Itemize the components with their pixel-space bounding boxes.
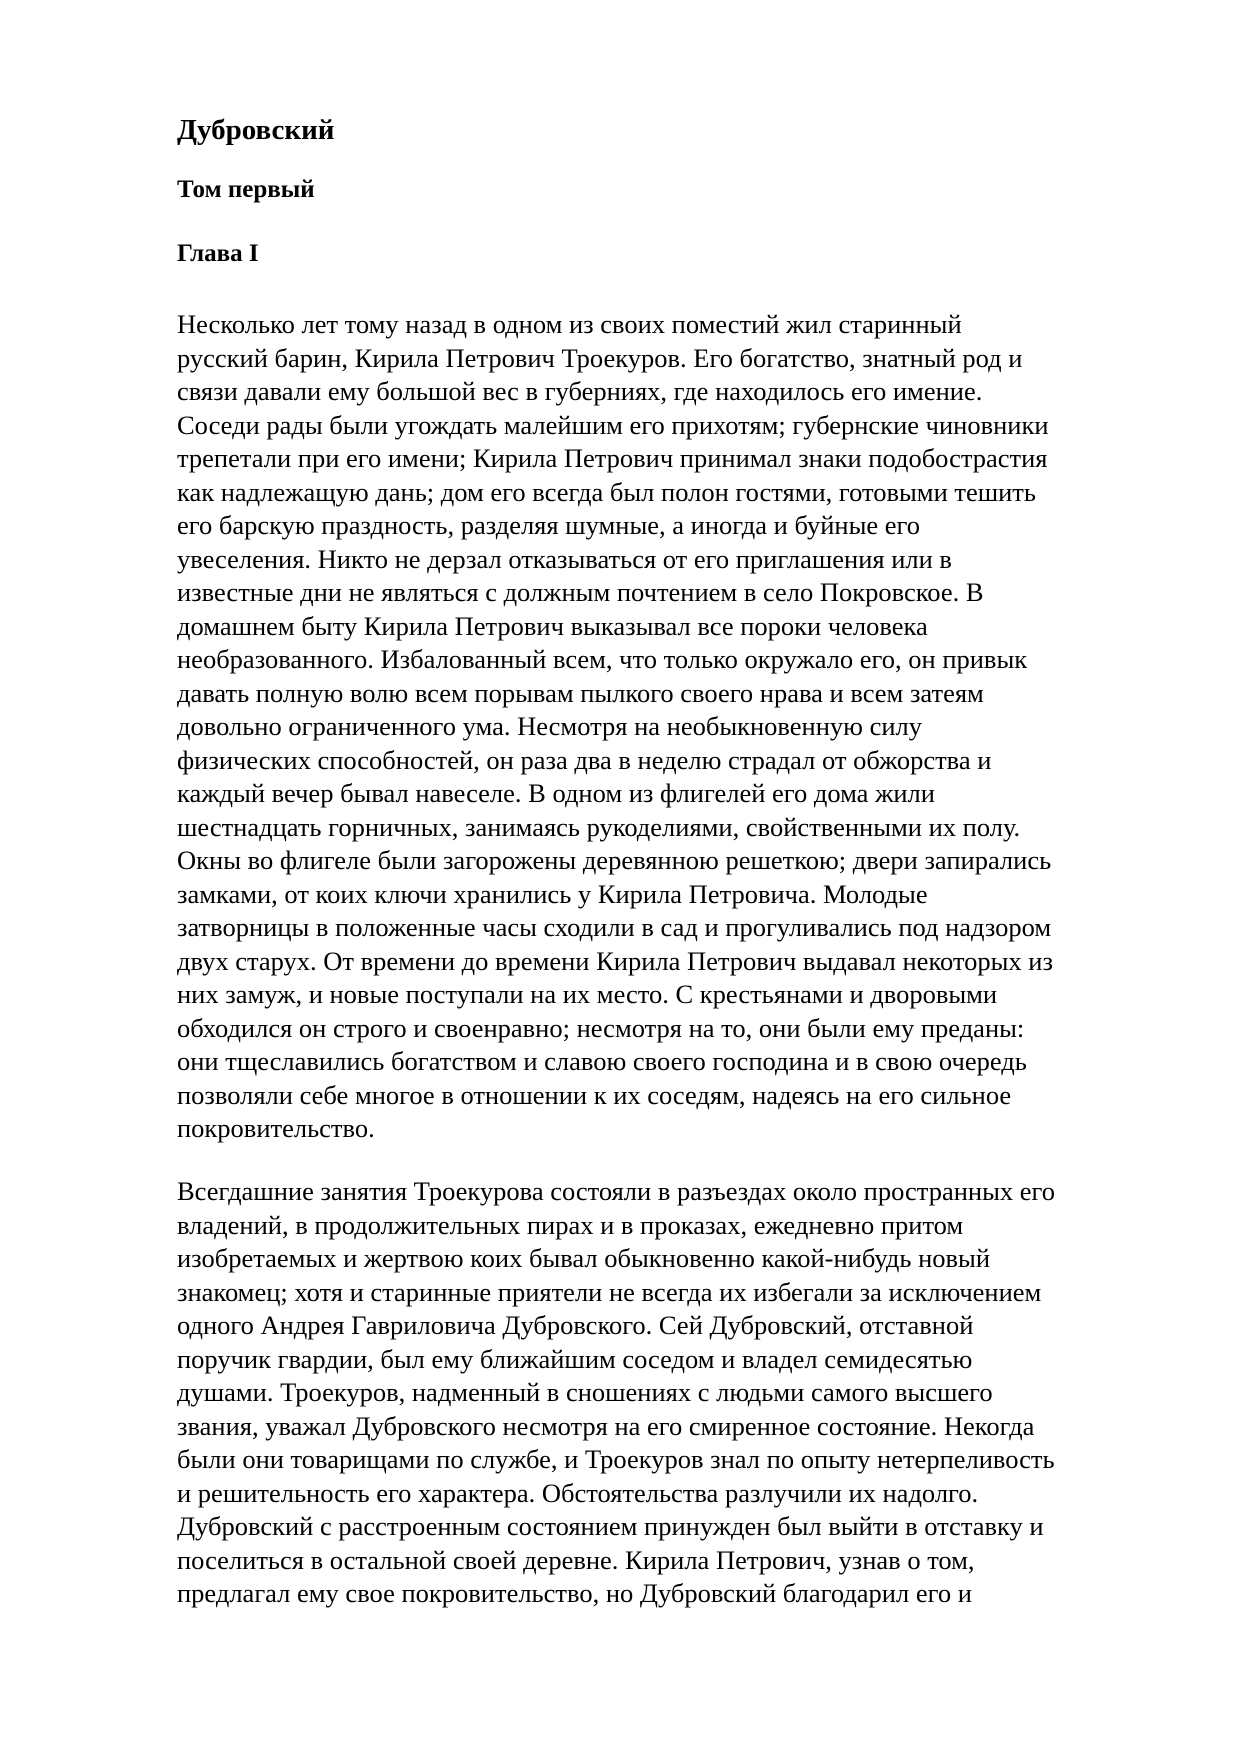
text-line: звания, уважал Дубровского несмотря на его смиренное состояние. Некогда: [177, 1410, 1035, 1441]
text-line: шестнадцать горничных, занимаясь рукоделиями, свойственными их полу.: [177, 811, 1021, 842]
text-line: Дубровский с расстроенным состоянием принужден был выйти в отставку и: [177, 1511, 1044, 1541]
paragraph-2: [177, 1175, 1055, 1611]
text-line: обходился он строго и своенравно; несмотря на то, они были ему преданы:: [177, 1012, 1025, 1043]
text-line: затворницы в положенные часы сходили в сад и прогуливались под надзором: [177, 912, 1052, 942]
text-line: поручик гвардии, был ему ближайшим соседом и владел семидесятью: [177, 1343, 973, 1374]
text-line: владений, в продолжительных пирах и в проказах, ежедневно притом: [177, 1209, 964, 1240]
text-line: предлагал ему свое покровительство, но Дубровский благодарил его и: [177, 1578, 972, 1608]
text-line: как надлежащую дань; дом его всегда был полон гостями, готовыми тешить: [177, 476, 1036, 507]
text-line: них замуж, и новые поступали на их место. С крестьянами и дворовыми: [177, 979, 998, 1009]
text-line: давать полную волю всем порывам пылкого своего нрава и всем затеям: [177, 677, 984, 708]
text-line: довольно ограниченного ума. Несмотря на необыкновенную силу: [177, 711, 923, 741]
text-line: увеселения. Никто не дерзал отказываться от его приглашения или в: [177, 543, 952, 574]
text-line: домашнем быту Кирила Петрович выказывал все пороки человека: [177, 610, 928, 641]
text-line: знакомец; хотя и старинные приятели не всегда их избегали за исключением: [177, 1276, 1042, 1307]
document-title: Дубровский: [177, 114, 335, 146]
text-line: известные дни не являться с должным почтением в село Покровское. В: [177, 577, 984, 607]
volume-heading: Том первый: [177, 176, 315, 203]
text-line: одного Андрея Гавриловича Дубровского. Сей Дубровский, отставной: [177, 1310, 974, 1340]
text-line: Несколько лет тому назад в одном из своих поместий жил старинный: [177, 309, 962, 339]
text-line: были они товарищами по службе, и Троекуров знал по опыту нетерпеливость: [177, 1444, 1055, 1474]
text-line: Окны во флигеле были загорожены деревянною решеткою; двери запирались: [177, 845, 1052, 875]
text-line: русский барин, Кирила Петрович Троекуров. Его богатство, знатный род и: [177, 342, 1023, 373]
text-line: каждый вечер бывал навеселе. В одном из флигелей его дома жили: [177, 778, 935, 808]
text-line: Всегдашние занятия Троекурова состояли в разъездах около пространных его: [177, 1176, 1055, 1206]
text-line: они тщеславились богатством и славою своего господина и в свою очередь: [177, 1046, 1027, 1076]
text-line: его барскую праздность, разделяя шумные, а иногда и буйные его: [177, 510, 920, 540]
text-line: душами. Троекуров, надменный в сношениях с людьми самого высшего: [177, 1377, 993, 1407]
chapter-heading: Глава I: [177, 240, 259, 267]
document-page: [177, 112, 1157, 1608]
text-line: Соседи рады были угождать малейшим его прихотям; губернские чиновники: [177, 409, 1049, 440]
text-line: изобретаемых и жертвою коих бывал обыкновенно какой-нибудь новый: [177, 1243, 991, 1273]
text-line: трепетали при его имени; Кирила Петрович принимал знаки подобострастия: [177, 443, 1048, 473]
text-line: покровительство.: [177, 1113, 375, 1143]
text-line: необразованного. Избалованный всем, что только окружало его, он привык: [177, 644, 1028, 674]
text-line: связи давали ему большой вес в губерниях, где находилось его имение.: [177, 376, 983, 406]
paragraph-1: [177, 308, 1053, 1146]
text-line: замками, от коих ключи хранились у Кирила Петровича. Молодые: [177, 878, 928, 909]
text-line: двух старух. От времени до времени Кирила Петрович выдавал некоторых из: [177, 945, 1053, 976]
text-line: и решительность его характера. Обстоятельства разлучили их надолго.: [177, 1477, 979, 1508]
text-line: позволяли себе многое в отношении к их соседям, надеясь на его сильное: [177, 1079, 1012, 1110]
text-line: поселиться в остальной своей деревне. Кирила Петрович, узнав о том,: [177, 1544, 975, 1575]
text-line: физических способностей, он раза два в неделю страдал от обжорства и: [177, 744, 992, 775]
